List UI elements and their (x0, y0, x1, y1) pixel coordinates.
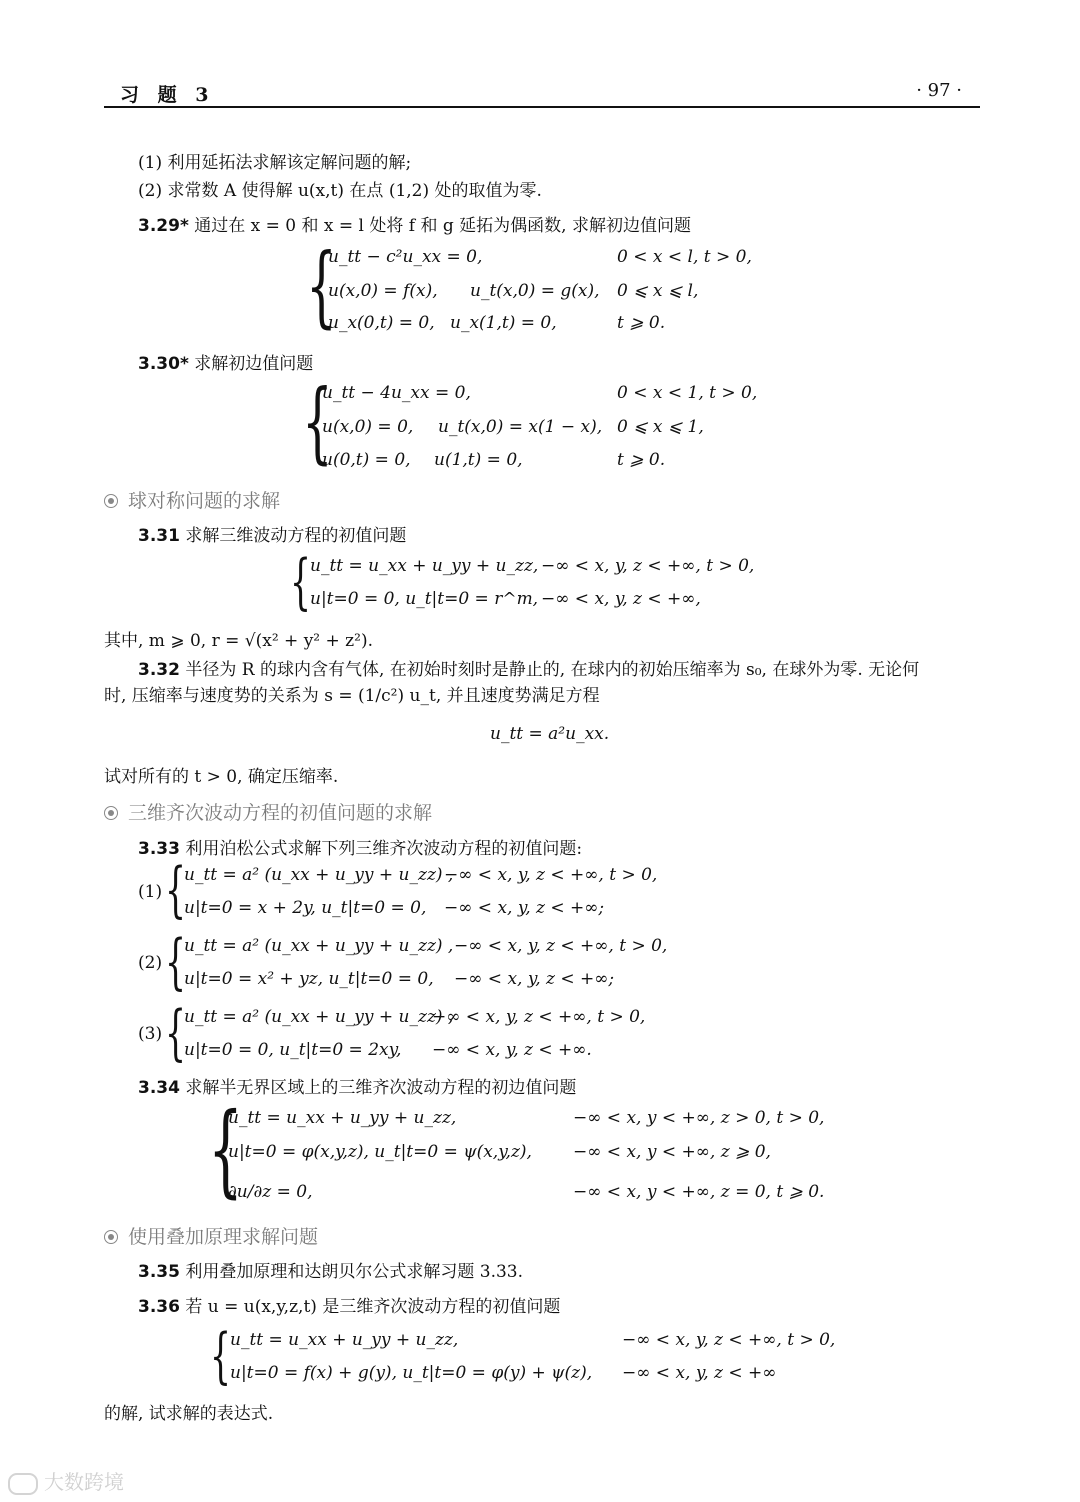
problem-3-29 (138, 211, 691, 236)
eq-row-2-cond: −∞ < x, y, z < +∞, (541, 589, 701, 609)
brace: { (302, 370, 333, 473)
bullet-icon (104, 494, 118, 508)
eq-row-2-cond: −∞ < x, y < +∞, z ⩾ 0, (573, 1142, 771, 1162)
problem-3-36 (138, 1292, 560, 1317)
eq-row-2-left: u(x,0) = f(x), (328, 281, 438, 301)
eq-row-2-cond: −∞ < x, y, z < +∞ (622, 1363, 777, 1383)
brace: { (165, 927, 187, 997)
problem-number: 3.31 (138, 526, 180, 546)
eq-row-1-cond: −∞ < x, y, z < +∞, t > 0, (454, 936, 668, 956)
section-heading-1 (104, 486, 280, 513)
eq-row-2-left: u|t=0 = x² + yz, u_t|t=0 = 0, (184, 969, 434, 989)
eq-row-2-left: u|t=0 = x + 2y, u_t|t=0 = 0, (184, 898, 427, 918)
eq-row-2-mid: u_t(x,0) = g(x), (470, 281, 600, 301)
eq-row-1-cond: −∞ < x, y, z < +∞, t > 0, (622, 1330, 836, 1350)
eq-row-1-cond: −∞ < x, y, z < +∞, t > 0, (432, 1007, 646, 1027)
eq-row-2-cond: −∞ < x, y, z < +∞; (444, 898, 605, 918)
brace: { (290, 547, 312, 617)
chapter-header: 习 题 3 (120, 84, 215, 106)
section-title: 使用叠加原理求解问题 (128, 1226, 319, 1248)
eq-row-2-left: u|t=0 = 0, u_t|t=0 = 2xy, (184, 1040, 402, 1060)
eq-row-2-cond: −∞ < x, y, z < +∞. (432, 1040, 592, 1060)
eq-row-3-cond: t ⩾ 0. (617, 313, 666, 333)
problem-text: 若 u = u(x,y,z,t) 是三维齐次波动方程的初值问题 (185, 1297, 561, 1317)
centered-equation: u_tt = a²u_xx. (490, 724, 610, 744)
subitem-label: (1) (138, 882, 163, 902)
eq-row-2-mid: u_t(x,0) = x(1 − x), (438, 417, 603, 437)
subitem-label: (3) (138, 1024, 163, 1044)
problem-number: 3.32 (138, 660, 180, 680)
problem-3-31-note: 其中, m ⩾ 0, r = √(x² + y² + z²). (104, 631, 373, 651)
problem-number: 3.33 (138, 839, 180, 859)
section-title: 球对称问题的求解 (128, 490, 281, 512)
eq-row-3-left: u_x(0,t) = 0, (328, 313, 435, 333)
eq-row-3-cond: t ⩾ 0. (617, 450, 666, 470)
eq-row-1-left: u_tt − 4u_xx = 0, (322, 383, 471, 403)
eq-row-1-left: u_tt = u_xx + u_yy + u_zz, (228, 1108, 457, 1128)
problem-text: 求解三维波动方程的初值问题 (185, 526, 407, 546)
problem-3-32-tail: 试对所有的 t > 0, 确定压缩率. (104, 767, 339, 787)
brace: { (208, 1091, 243, 1208)
problem-3-35 (138, 1257, 523, 1282)
brace: { (165, 998, 187, 1068)
problem-3-30 (138, 349, 313, 374)
problem-3-31 (138, 521, 406, 546)
eq-row-3-cond: −∞ < x, y < +∞, z = 0, t ⩾ 0. (573, 1182, 825, 1202)
eq-row-1-left: u_tt = a² (u_xx + u_yy + u_zz) , (184, 936, 454, 956)
problem-number: 3.35 (138, 1262, 180, 1282)
subitem-label: (2) (138, 953, 163, 973)
top-line-1: (1) 利用延拓法求解该定解问题的解; (138, 153, 412, 173)
eq-row-3-mid: u_x(1,t) = 0, (450, 313, 557, 333)
eq-row-1-cond: 0 < x < 1, t > 0, (617, 383, 758, 403)
section-heading-2 (104, 798, 432, 825)
eq-row-2-cond: 0 ⩽ x ⩽ 1, (617, 417, 704, 437)
eq-row-1-cond: 0 < x < l, t > 0, (617, 247, 752, 267)
problem-3-33 (138, 834, 582, 859)
problem-number: 3.30* (138, 354, 189, 374)
eq-row-1-left: u_tt = a² (u_xx + u_yy + u_zz) , (184, 865, 454, 885)
section-title: 三维齐次波动方程的初值问题的求解 (128, 802, 433, 824)
brace: { (306, 234, 337, 337)
eq-row-1-left: u_tt = u_xx + u_yy + u_zz, (230, 1330, 459, 1350)
eq-row-3-left: ∂u/∂z = 0, (228, 1182, 313, 1202)
problem-3-34 (138, 1073, 576, 1098)
problem-text: 求解半无界区域上的三维齐次波动方程的初边值问题 (185, 1078, 577, 1098)
problem-3-36-tail: 的解, 试求解的表达式. (104, 1404, 274, 1424)
problem-text: 半径为 R 的球内含有气体, 在初始时刻时是静止的, 在球内的初始压缩率为 s₀, 在球外为零. 无论何 (185, 660, 920, 680)
bullet-icon (104, 806, 118, 820)
problem-number: 3.36 (138, 1297, 180, 1317)
problem-3-32 (138, 655, 919, 680)
eq-row-1-cond: −∞ < x, y < +∞, z > 0, t > 0, (573, 1108, 825, 1128)
bullet-icon (104, 1230, 118, 1244)
eq-row-1-left: u_tt = a² (u_xx + u_yy + u_zz) , (184, 1007, 454, 1027)
eq-row-2-cond: 0 ⩽ x ⩽ l, (617, 281, 699, 301)
eq-row-2-left: u|t=0 = φ(x,y,z), u_t|t=0 = ψ(x,y,z), (228, 1142, 532, 1162)
section-heading-3 (104, 1222, 318, 1249)
problem-text: 利用叠加原理和达朗贝尔公式求解习题 3.33. (185, 1262, 524, 1282)
watermark-logo-icon (8, 1473, 38, 1495)
eq-row-2-left: u|t=0 = f(x) + g(y), u_t|t=0 = φ(y) + ψ(z), (230, 1363, 593, 1383)
page-number: · 97 · (916, 80, 962, 101)
eq-row-2-cond: −∞ < x, y, z < +∞; (454, 969, 615, 989)
eq-row-2-left: u(x,0) = 0, (322, 417, 414, 437)
eq-row-1-cond: −∞ < x, y, z < +∞, t > 0, (541, 556, 755, 576)
problem-text: 通过在 x = 0 和 x = l 处将 f 和 g 延拓为偶函数, 求解初边值问题 (194, 216, 691, 236)
problem-number: 3.29* (138, 216, 189, 236)
eq-row-2-left: u|t=0 = 0, u_t|t=0 = r^m, (310, 589, 539, 609)
eq-row-1-cond: −∞ < x, y, z < +∞, t > 0, (444, 865, 658, 885)
eq-row-3-mid: u(1,t) = 0, (434, 450, 523, 470)
problem-3-32-line-2: 时, 压缩率与速度势的关系为 s = (1/c²) u_t, 并且速度势满足方程 (104, 686, 600, 706)
problem-text: 利用泊松公式求解下列三维齐次波动方程的初值问题: (185, 839, 583, 859)
watermark (8, 1466, 124, 1495)
problem-text: 求解初边值问题 (194, 354, 314, 374)
problem-number: 3.34 (138, 1078, 180, 1098)
brace: { (210, 1321, 232, 1391)
eq-row-1-left: u_tt = u_xx + u_yy + u_zz, (310, 556, 539, 576)
header-rule (104, 106, 980, 108)
watermark-text: 大数跨境 (44, 1470, 124, 1494)
eq-row-3-left: u(0,t) = 0, (322, 450, 411, 470)
top-line-2: (2) 求常数 A 使得解 u(x,t) 在点 (1,2) 处的取值为零. (138, 181, 542, 201)
eq-row-1-left: u_tt − c²u_xx = 0, (328, 247, 483, 267)
brace: { (165, 855, 187, 925)
